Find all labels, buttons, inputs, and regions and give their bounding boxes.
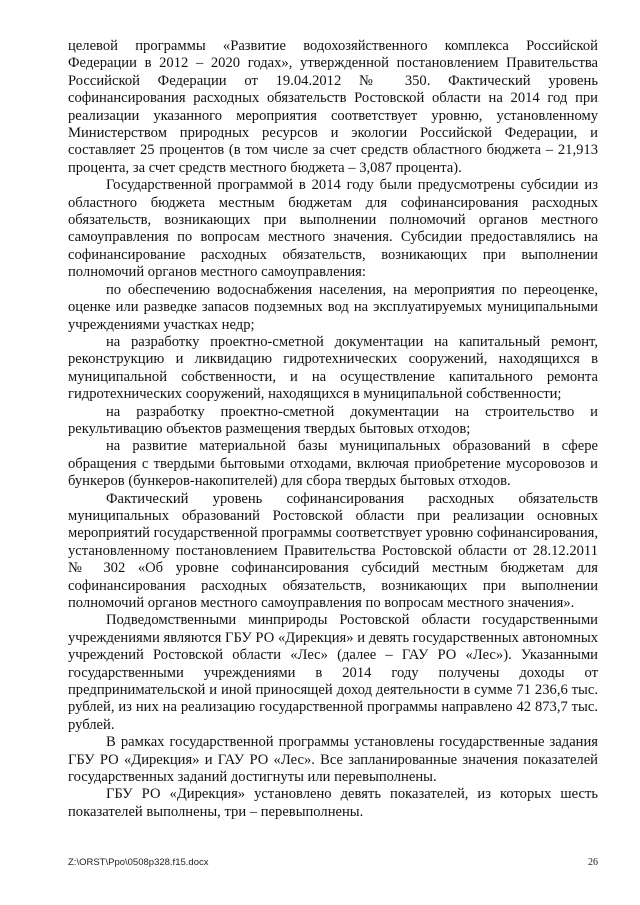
paragraph-9: В рамках государственной программы установлены государственные задания ГБУ РО «Дирекция» и ГАУ РО «Лес». Все запланированные значения показателей государственных заданий достигнуты или перевыполнены. xyxy=(68,734,598,786)
page-footer xyxy=(68,856,598,870)
paragraph-8: Подведомственными минприроды Ростовской области государственными учреждениями являются ГБУ РО «Дирекция» и девять государственных автономных учреждений Ростовской области «Лес» (далее – ГАУ РО «Лес»). Указанными государственными учреждениями в 2014 году получены доходы от предпринимательской и иной приносящей доход деятельности в сумме 71 236,6 тыс. рублей, из них на реализацию государственной программы направлено 42 873,7 тыс. рублей. xyxy=(68,612,598,733)
paragraph-7: Фактический уровень софинансирования расходных обязательств муниципальных образований Ростовской области при реализации основных мероприятий государственной программы соответствует уровню софинансирования, установленному постановлением Правительства Ростовской области от 28.12.2011 № 302 «Об уровне софинансирования субсидий местным бюджетам для софинансирования расходных обязательств, возникающих при выполнении полномочий органов местного самоуправления по вопросам местного значения». xyxy=(68,490,598,611)
paragraph-4: на разработку проектно-сметной документации на капитальный ремонт, реконструкцию и ликвидацию гидротехнических сооружений, находящихся в муниципальной собственности, и на осуществление капитального ремонта гидротехнических сооружений, находящихся в муниципальной собственности; xyxy=(68,333,598,403)
paragraph-10: ГБУ РО «Дирекция» установлено девять показателей, из которых шесть показателей выполнены, три – перевыполнены. xyxy=(68,786,598,820)
paragraph-1: целевой программы «Развитие водохозяйственного комплекса Российской Федерации в 2012 – 2020 годах», утвержденной постановлением Правительства Российской Федерации от 19.04.2012 № 350. Фактический уровень софинансирования расходных обязательств Ростовской области на 2014 год при реализации указанного мероприятия соответствует уровню, установленному Министерством природных ресурсов и экологии Российской Федерации, и составляет 25 процентов (в том числе за счет средств областного бюджета – 21,913 процента, за счет средств местного бюджета – 3,087 процента). xyxy=(68,38,598,176)
paragraph-5: на разработку проектно-сметной документации на строительство и рекультивацию объектов размещения твердых бытовых отходов; xyxy=(68,403,598,437)
paragraph-2: Государственной программой в 2014 году были предусмотрены субсидии из областного бюджета местным бюджетам для софинансирования расходных обязательств, возникающих при выполнении полномочий органов местного самоуправления по вопросам местного значения. Субсидии предоставлялись на софинансирование расходных обязательств, возникающих при выполнении полномочий органов местного самоуправления: xyxy=(68,177,598,281)
footer-file-path: Z:\ORST\Ppo\0508p328.f15.docx xyxy=(68,857,209,868)
page-number: 26 xyxy=(588,857,598,868)
paragraph-6: на развитие материальной базы муниципальных образований в сфере обращения с твердыми бытовыми отходами, включая приобретение мусоровозов и бункеров (бункеров-накопителей) для сбора твердых бытовых отходов. xyxy=(68,438,598,490)
document-body xyxy=(68,38,598,821)
paragraph-3: по обеспечению водоснабжения населения, на мероприятия по переоценке, оценке или разведке запасов подземных вод на эксплуатируемых муниципальными учреждениями участках недр; xyxy=(68,281,598,333)
